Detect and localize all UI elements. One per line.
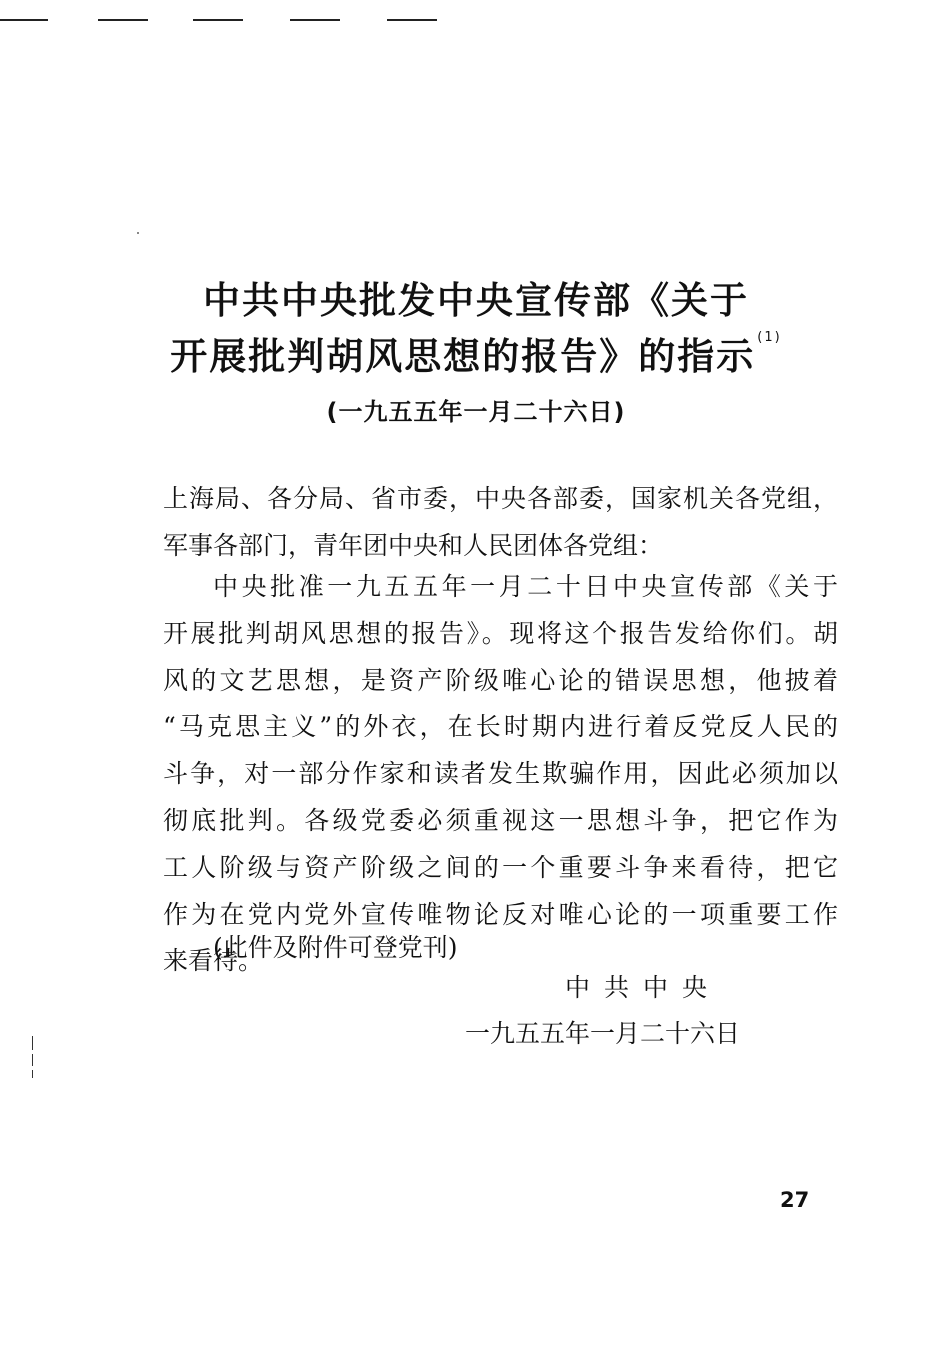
publication-note: (此件及附件可登党刊) xyxy=(213,933,458,962)
header-rule-1 xyxy=(0,19,48,21)
footnote-reference[interactable]: (1) xyxy=(757,330,782,345)
title-line-2-text: 开展批判胡风思想的报告》的指示 xyxy=(170,335,756,378)
body-line: 工人阶级与资产阶级之间的一个重要斗争来看待，把它 xyxy=(163,852,838,882)
body-line: 来看待。 xyxy=(163,946,264,976)
document-title-line-1: 中共中央批发中央宣传部《关于 xyxy=(203,279,749,322)
body-line: “马克思主义”的外衣，在长时期内进行着反党反人民的 xyxy=(163,712,838,742)
date-subtitle: (一九五五年一月二十六日) xyxy=(326,398,626,426)
margin-binding-mark xyxy=(30,1036,36,1078)
body-line: 彻底批判。各级党委必须重视这一思想斗争，把它作为 xyxy=(163,805,838,835)
header-rule-3 xyxy=(193,19,243,21)
signer: 中共中央 xyxy=(565,973,722,1002)
addressee-line: 上海局、各分局、省市委，中央各部委，国家机关各党组， xyxy=(163,484,838,513)
body-line: 中央批准一九五五年一月二十日中央宣传部《关于 xyxy=(213,572,838,601)
body-paragraph xyxy=(163,564,838,985)
addressee-block xyxy=(163,476,838,570)
header-rule-4 xyxy=(290,19,340,21)
body-line: 开展批判胡风思想的报告》。现将这个报告发给你们。胡 xyxy=(163,618,838,648)
header-rule-2 xyxy=(98,19,148,21)
page-number: 27 xyxy=(780,1188,810,1212)
body-line: 斗争，对一部分作家和读者发生欺骗作用，因此必须加以 xyxy=(163,759,838,789)
body-line: 作为在党内党外宣传唯物论反对唯心论的一项重要工作 xyxy=(163,899,838,929)
signature-date: 一九五五年一月二十六日 xyxy=(465,1019,741,1048)
body-line: 风的文艺思想，是资产阶级唯心论的错误思想，他披着 xyxy=(163,665,838,695)
header-rule-5 xyxy=(387,19,437,21)
scan-speck xyxy=(137,232,139,234)
document-title-line-2 xyxy=(0,326,952,380)
addressee-line: 军事各部门，青年团中央和人民团体各党组： xyxy=(163,530,664,560)
